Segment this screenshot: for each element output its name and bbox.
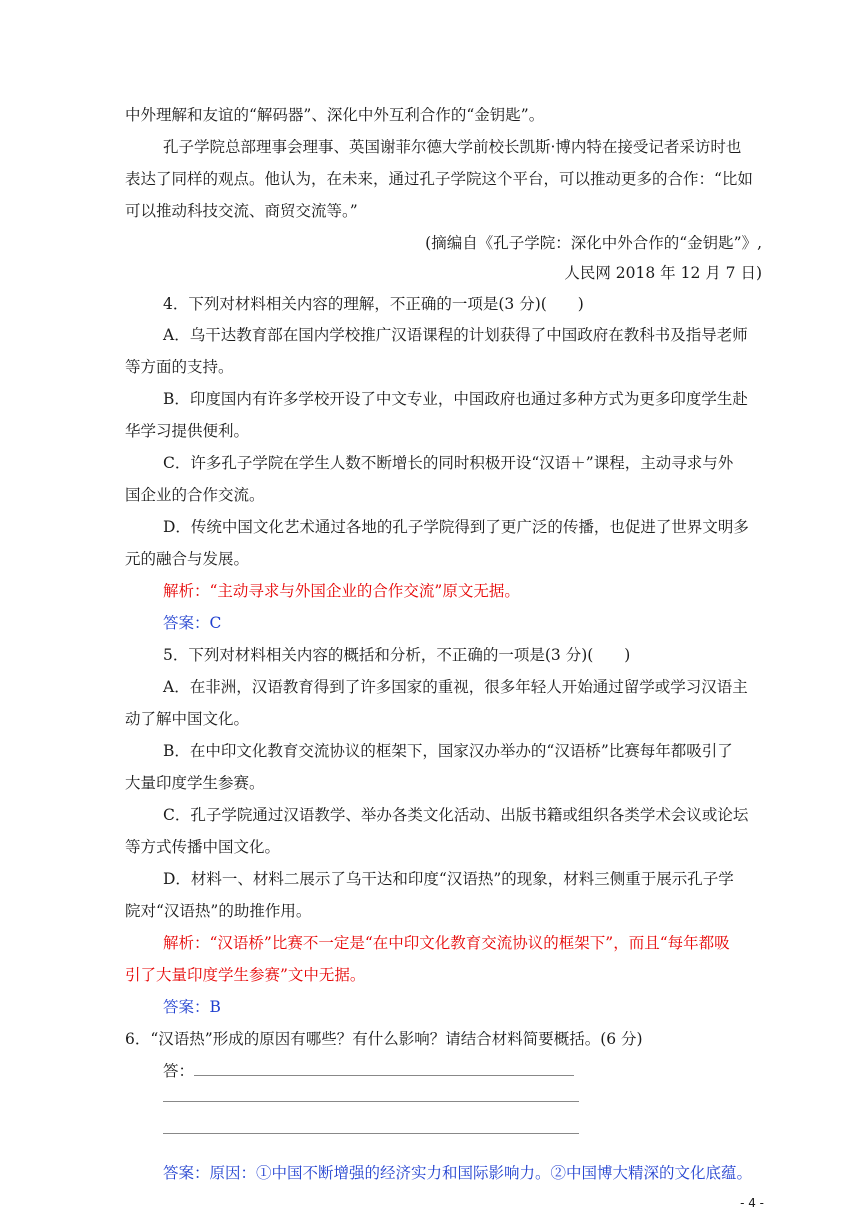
passage-line: 可以推动科技交流、商贸交流等。”	[125, 202, 358, 220]
q4-option-a-cont: 等方面的支持。	[125, 358, 234, 376]
q4-option-c-cont: 国企业的合作交流。	[125, 486, 265, 504]
q4-option-d: D．传统中国文化艺术通过各地的孔子学院得到了更广泛的传播，也促进了世界文明多	[163, 518, 749, 536]
answer-blank	[194, 1061, 574, 1076]
q6-answer-line	[163, 1060, 574, 1082]
q6-answer: 答案：原因：①中国不断增强的经济实力和国际影响力。②中国博大精深的文化底蕴。	[163, 1164, 753, 1182]
q5-answer: 答案：B	[163, 998, 221, 1016]
q5-option-a-cont: 动了解中国文化。	[125, 710, 250, 728]
q5-analysis: 解析：“汉语桥”比赛不一定是“在中印文化教育交流协议的框架下”，而且“每年都吸	[163, 934, 730, 952]
q4-option-a: A．乌干达教育部在国内学校推广汉语课程的计划获得了中国政府在教科书及指导老师	[163, 326, 748, 344]
q5-option-d: D．材料一、材料二展示了乌干达和印度“汉语热”的现象，材料三侧重于展示孔子学	[163, 870, 734, 888]
passage-line: 中外理解和友谊的“解码器”、深化中外互利合作的“金钥匙”。	[125, 106, 545, 124]
q5-option-c-cont: 等方式传播中国文化。	[125, 838, 281, 856]
q5-option-b-cont: 大量印度学生参赛。	[125, 774, 265, 792]
answer-rule	[163, 1133, 579, 1134]
answer-rule	[163, 1101, 579, 1102]
q4-option-c: C．许多孔子学院在学生人数不断增长的同时积极开设“汉语＋”课程，主动寻求与外	[163, 454, 734, 472]
q5-analysis-cont: 引了大量印度学生参赛”文中无据。	[125, 966, 366, 984]
q5-option-d-cont: 院对“汉语热”的助推作用。	[125, 902, 312, 920]
source-citation: (摘编自《孔子学院：深化中外合作的“金钥匙”》,	[425, 234, 762, 252]
q4-option-d-cont: 元的融合与发展。	[125, 550, 250, 568]
passage-line: 表达了同样的观点。他认为，在未来，通过孔子学院这个平台，可以推动更多的合作：“比如	[125, 170, 753, 188]
q6-answer-label: 答：	[163, 1062, 195, 1080]
q5-option-a: A．在非洲，汉语教育得到了许多国家的重视，很多年轻人开始通过留学或学习汉语主	[163, 678, 748, 696]
source-citation: 人民网 2018 年 12 月 7 日)	[564, 264, 762, 282]
question-6-stem: 6．“汉语热”形成的原因有哪些？有什么影响？请结合材料简要概括。(6 分)	[125, 1030, 643, 1048]
q5-option-c: C．孔子学院通过汉语教学、举办各类文化活动、出版书籍或组织各类学术会议或论坛	[163, 806, 749, 824]
q4-option-b: B．印度国内有许多学校开设了中文专业，中国政府也通过多种方式为更多印度学生赴	[163, 390, 748, 408]
q5-option-b: B．在中印文化教育交流协议的框架下，国家汉办举办的“汉语桥”比赛每年都吸引了	[163, 742, 733, 760]
q4-option-b-cont: 华学习提供便利。	[125, 422, 250, 440]
q4-analysis: 解析：“主动寻求与外国企业的合作交流”原文无据。	[163, 582, 520, 600]
q4-answer: 答案：C	[163, 614, 222, 632]
question-5-stem: 5．下列对材料相关内容的概括和分析，不正确的一项是(3 分)( )	[163, 646, 631, 664]
page-number: - 4 -	[740, 1196, 764, 1210]
passage-line: 孔子学院总部理事会理事、英国谢菲尔德大学前校长凯斯·博内特在接受记者采访时也	[163, 138, 742, 156]
question-4-stem: 4．下列对材料相关内容的理解，不正确的一项是(3 分)( )	[163, 295, 584, 313]
